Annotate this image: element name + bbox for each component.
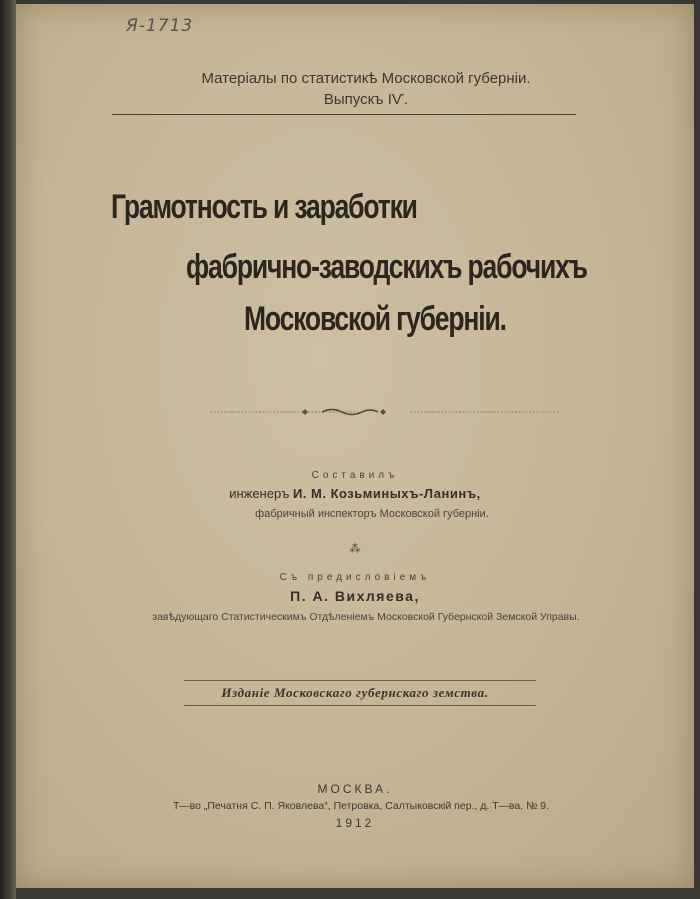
edition-statement: Изданіе Московскаго губернскаго земства. — [221, 685, 489, 700]
title-page — [16, 4, 694, 888]
preface-label: Съ предисловіемъ — [279, 572, 431, 583]
preface-author: П. А. Вихляева, — [290, 588, 420, 604]
series-heading — [76, 68, 656, 110]
compiler-line — [16, 486, 694, 501]
title-line-2: фабрично-заводскихъ рабочихъ — [186, 248, 587, 286]
book-spine — [0, 0, 16, 899]
compiler-name: И. М. Козьминыхъ-Ланинъ, — [292, 486, 481, 501]
edition-rule-bottom — [184, 705, 536, 706]
compiler-label: Составилъ — [311, 470, 399, 481]
title-line-3: Московской губерніи. — [244, 300, 506, 338]
series-issue: Выпускъ IѴ. — [323, 91, 409, 108]
imprint-year: 1912 — [335, 816, 375, 830]
title-line-1: Грамотность и заработки — [111, 188, 417, 226]
series-title: Матеріалы по статистикѣ Московской губерніи. — [201, 70, 531, 87]
imprint-city: МОСКВА. — [317, 782, 393, 796]
top-rule — [112, 114, 576, 115]
compiler-prefix: инженеръ — [229, 486, 290, 501]
preface-author-position: завѣдующаго Статистическимъ Отдѣленіемъ Московской Губернской Земской Управы. — [152, 611, 580, 623]
scan-bottom-edge — [16, 888, 700, 899]
asterism-icon: ⁂ — [349, 543, 361, 555]
handwritten-shelfmark: Я-1713 — [126, 16, 194, 36]
compiler-position: фабричный инспекторъ Московской губерніи. — [255, 508, 489, 520]
ornament-divider-icon — [210, 404, 560, 420]
edition-rule-top — [184, 680, 536, 681]
imprint-printer: Т—во „Печатня С. П. Яковлева“, Петровка, Салтыковскій пер., д. Т—ва, № 9. — [172, 800, 550, 812]
